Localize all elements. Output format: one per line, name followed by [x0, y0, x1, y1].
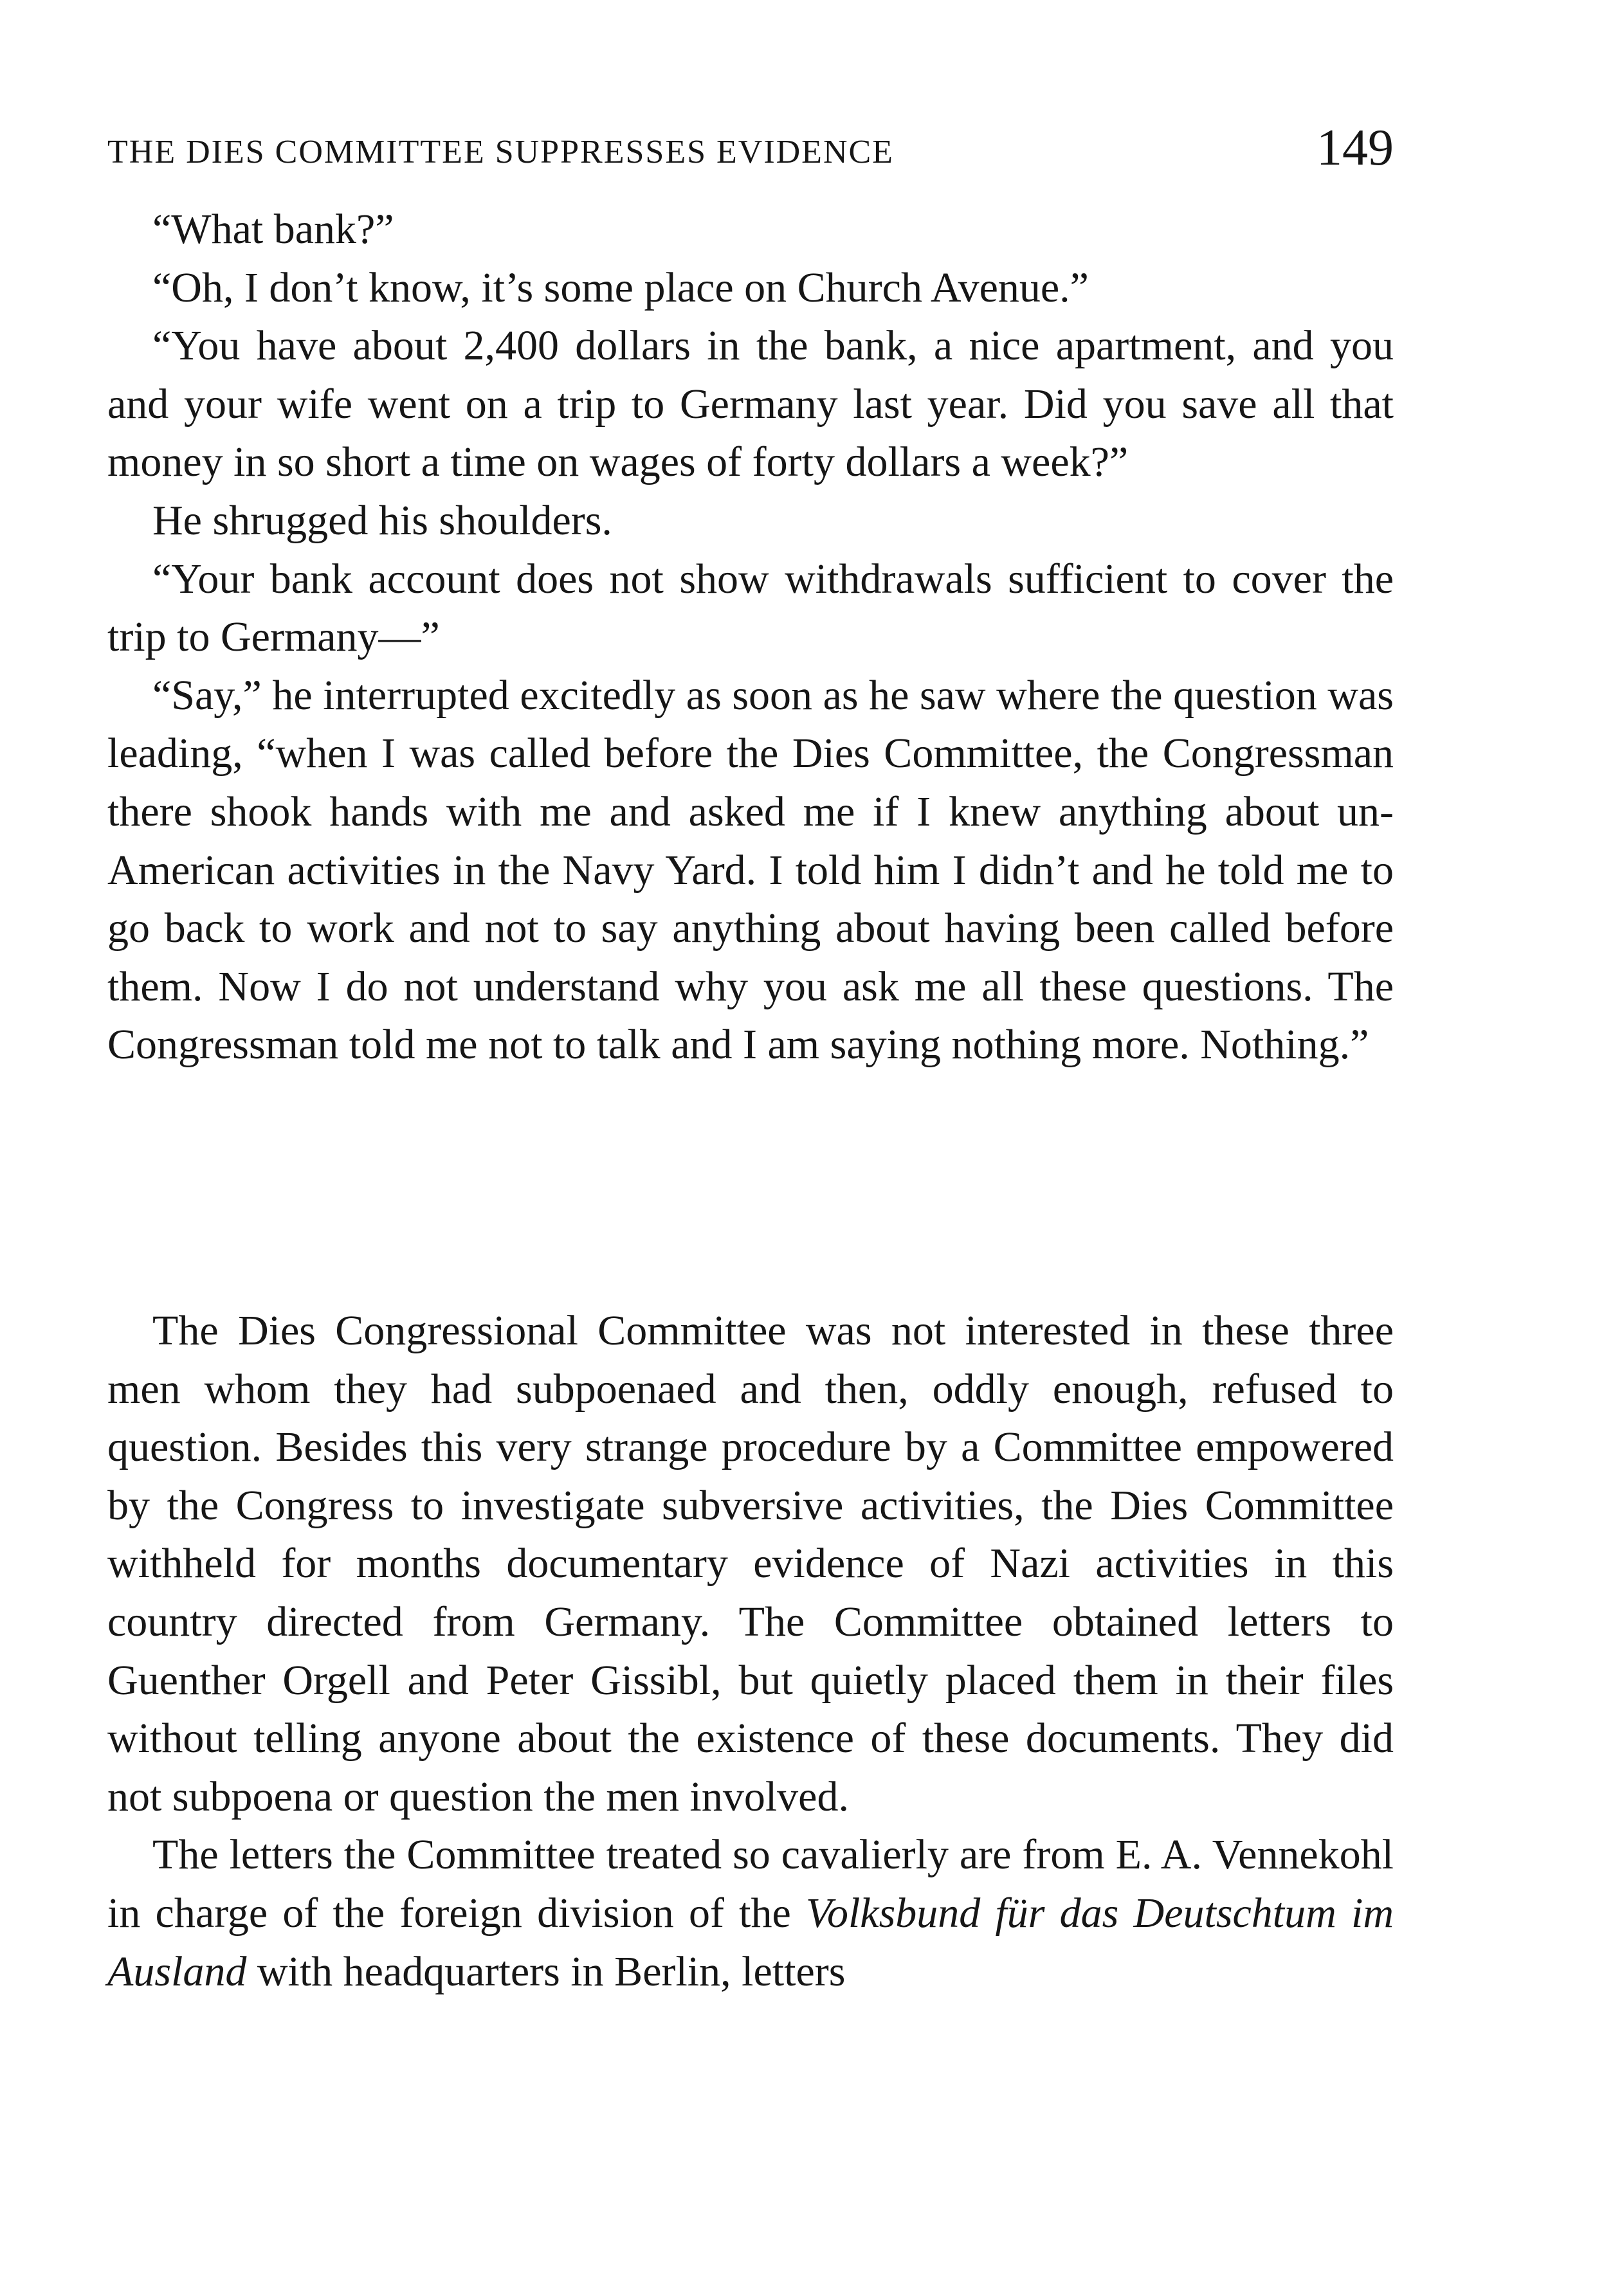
- dialogue-paragraph: “Your bank account does not show withdrawals sufficient to cover the trip to Germany—”: [107, 555, 1394, 661]
- body-paragraph: [107, 1826, 1394, 2001]
- dialogue-paragraph: He shrugged his shoulders.: [152, 496, 612, 544]
- dialogue-section: [107, 201, 1394, 1074]
- organization-name-italic: Volksbund für das Deutschtum im Ausland: [107, 1889, 1394, 1995]
- dialogue-paragraph: “Say,” he interrupted excitedly as soon as he saw where the question was leading, “when I was called before the Dies Committee, the Congressman there shook hands with me and asked me if I knew anything about un-American activities in the Navy Yard. I told him I didn’t and he told me to go back to work and not to say anything about having been called before them. Now I do not understand why you ask me all these questions. The Congressman told me not to talk and I am saying nothing more. Nothing.”: [107, 671, 1394, 1069]
- narrative-section: [107, 1302, 1394, 2001]
- dialogue-paragraph: “What bank?”: [152, 206, 394, 253]
- body-text: with headquarters in Berlin, letters: [246, 1948, 846, 1995]
- dialogue-paragraph: “Oh, I don’t know, it’s some place on Church Avenue.”: [152, 264, 1089, 311]
- body-text: The letters the Committee treated so cavalierly are from E. A. Vennekohl in charge of the foreign division of the: [107, 1831, 1394, 1937]
- running-head: THE DIES COMMITTEE SUPPRESSES EVIDENCE: [107, 134, 894, 170]
- dialogue-paragraph: “You have about 2,400 dollars in the bank, a nice apartment, and you and your wife went on a trip to Germany last year. Did you save all that money in so short a time on wages of forty dollars a week?”: [107, 322, 1394, 486]
- body-paragraph: The Dies Congressional Committee was not interested in these three men whom they had subpoenaed and then, oddly enough, refused to question. Besides this very strange procedure by a Committee empowered by the Congress to investigate subversive activities, the Dies Committee withheld for months documentary evidence of Nazi activities in this country directed from Germany. The Committee obtained letters to Guenther Orgell and Peter Gissibl, but quietly placed them in their files without telling anyone about the existence of these documents. They did not subpoena or question the men involved.: [107, 1307, 1394, 1820]
- page-header: [107, 119, 1394, 190]
- page-number: 149: [1317, 120, 1394, 176]
